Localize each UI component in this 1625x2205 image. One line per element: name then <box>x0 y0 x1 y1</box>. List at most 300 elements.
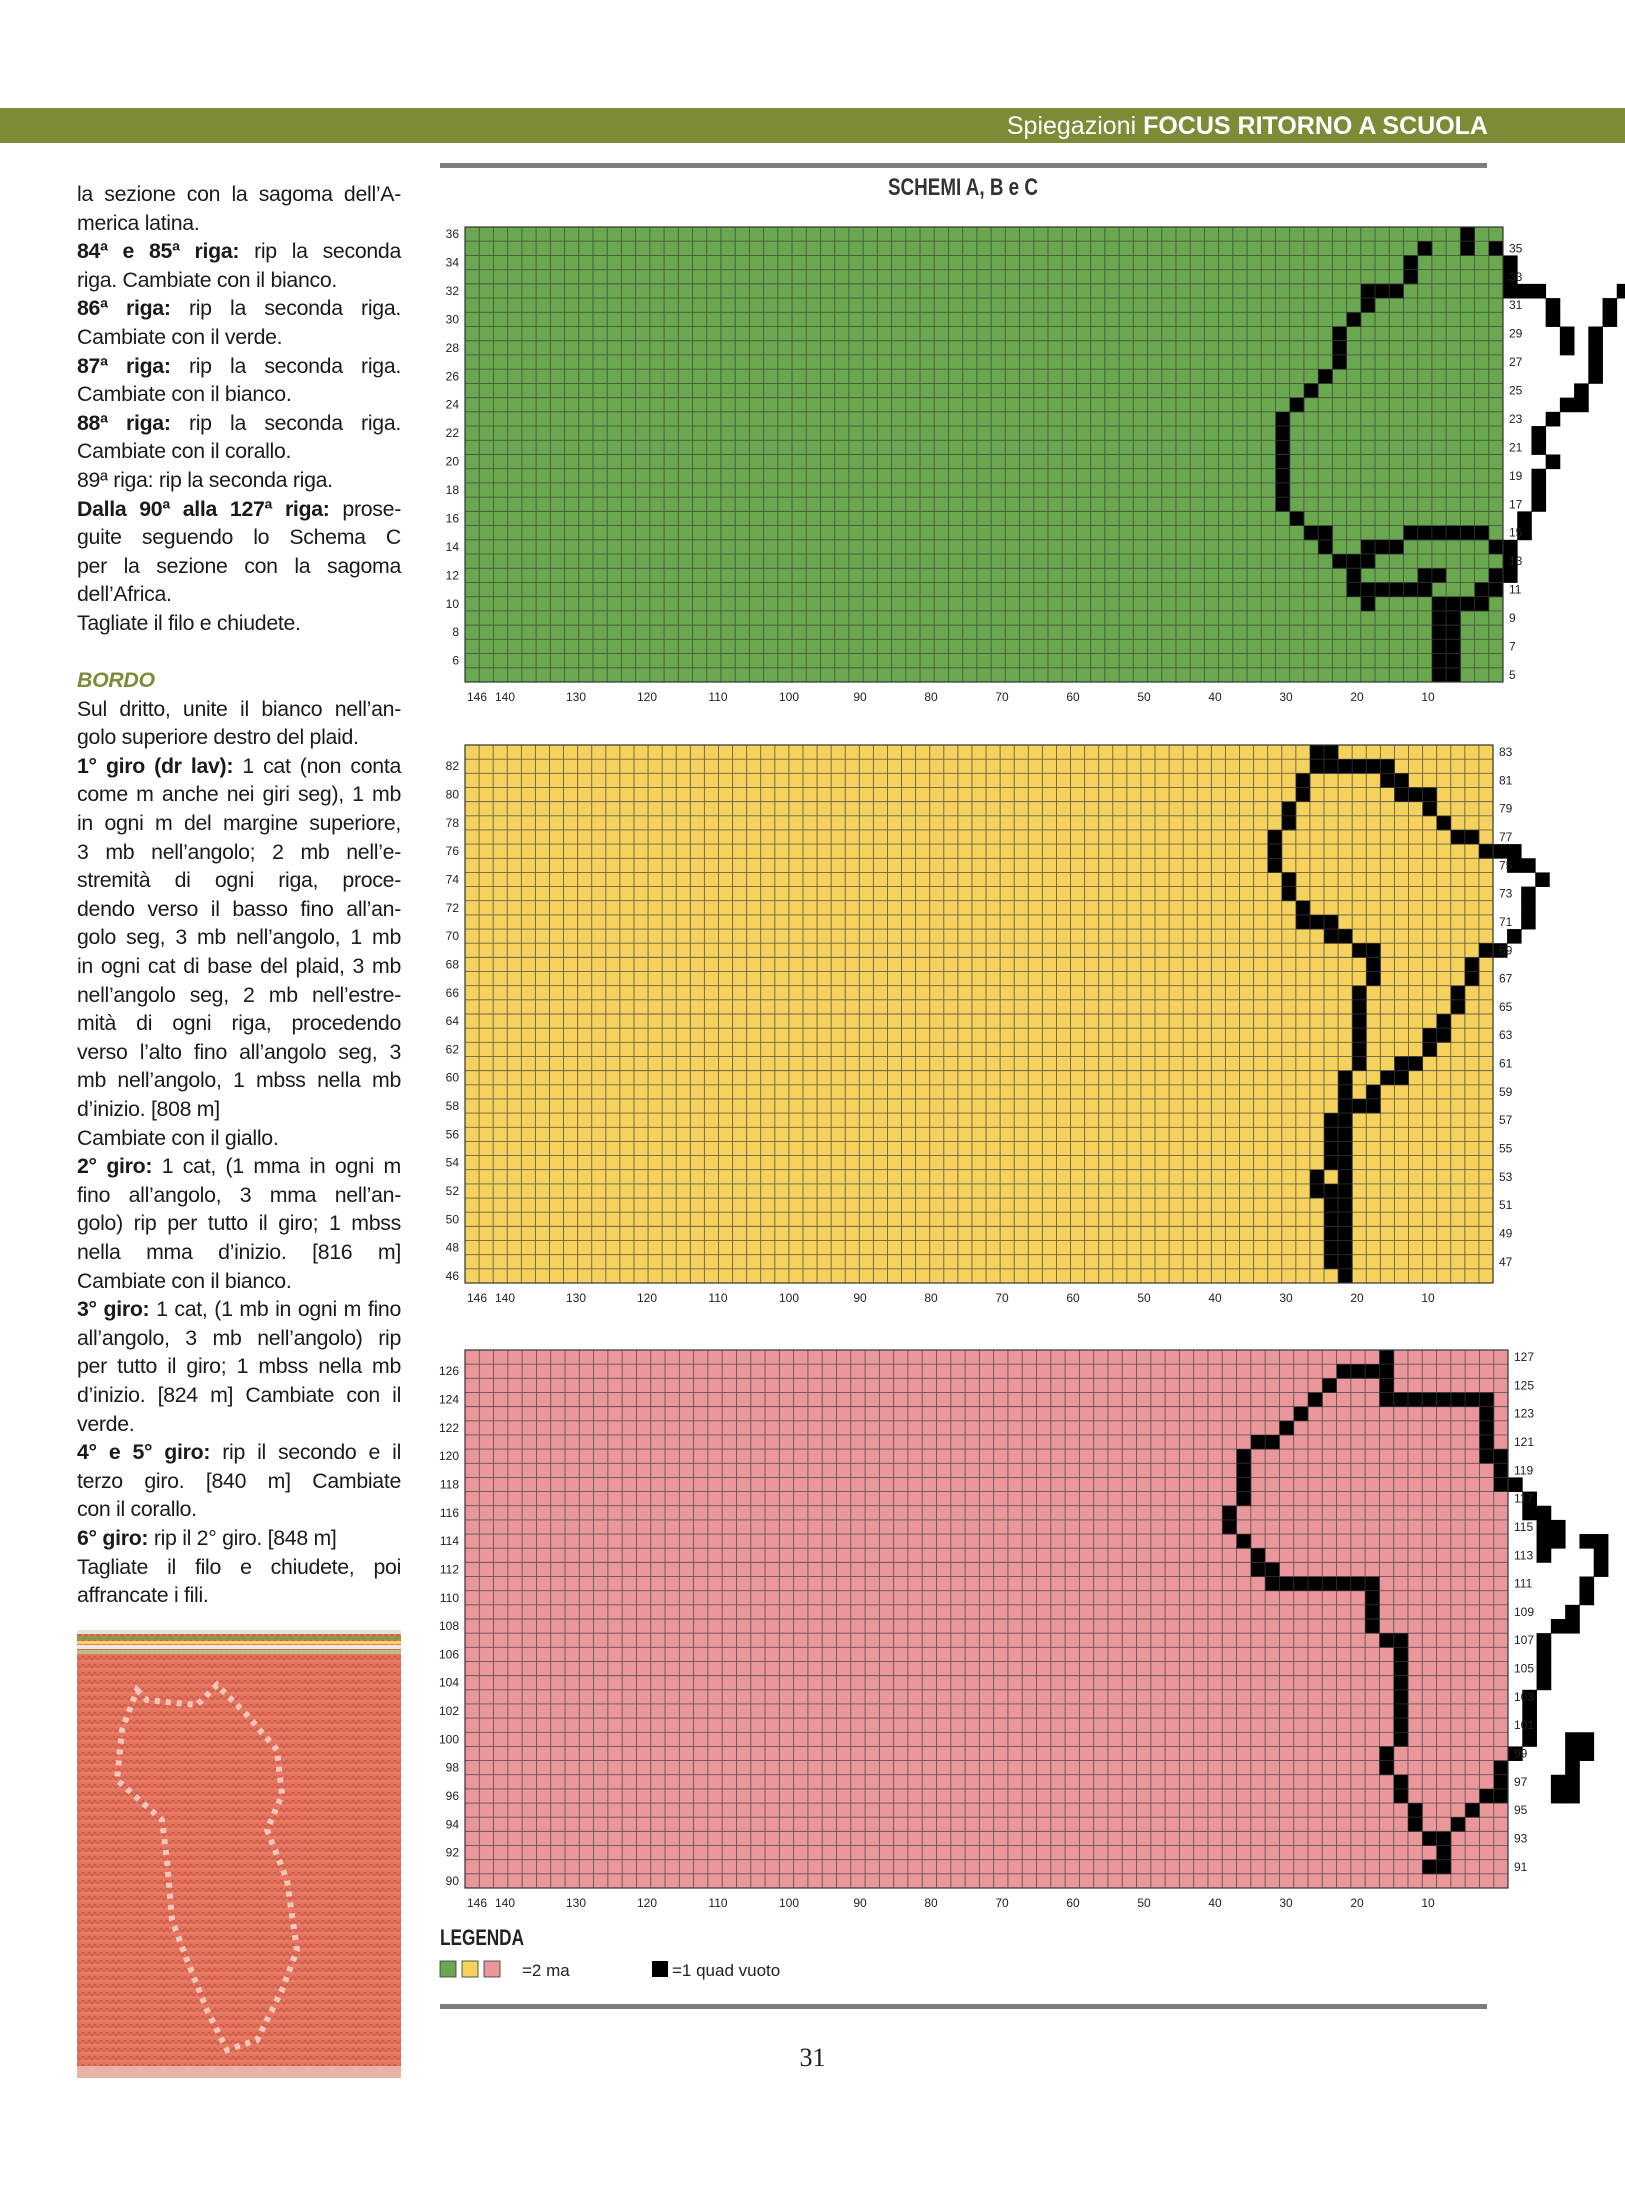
chart-B-empty-square <box>1338 1170 1352 1185</box>
chart-A-empty-square <box>1588 327 1603 342</box>
text-run: mità di ogni riga, procedendo <box>77 1011 401 1036</box>
chart-A-row-label-left: 28 <box>445 340 459 355</box>
chart-C-empty-square <box>1337 1577 1352 1592</box>
chart-B-empty-square <box>1352 1014 1366 1029</box>
text-run: golo superiore destro del plaid. <box>77 725 359 750</box>
chart-B-empty-square <box>1310 759 1324 774</box>
text-run: 89ª riga: rip la seconda riga. <box>77 467 333 492</box>
chart-A-empty-square <box>1560 398 1575 413</box>
chart-C-empty-square <box>1551 1775 1566 1790</box>
chart-C-row-label-right: 127 <box>1514 1350 1535 1365</box>
chart-C-row-label-left: 94 <box>445 1817 459 1832</box>
chart-C-empty-square <box>1365 1591 1380 1606</box>
chart-C-row-label-left: 108 <box>438 1619 459 1634</box>
chart-C-empty-square <box>1494 1449 1509 1464</box>
text-line <box>77 237 401 266</box>
chart-B-empty-square <box>1282 802 1296 817</box>
chart-C-empty-square <box>1494 1477 1509 1492</box>
text-line <box>77 323 401 352</box>
chart-A-x-label: 70 <box>995 690 1009 704</box>
chart-B-empty-square <box>1521 887 1535 902</box>
chart-C-empty-square <box>1237 1449 1252 1464</box>
chart-B-empty-square <box>1521 901 1535 916</box>
text-bold-run: 6° giro: <box>77 1525 149 1550</box>
chart-A-empty-square <box>1446 611 1461 626</box>
text-line <box>77 866 401 895</box>
text-line <box>77 838 401 867</box>
chart-B-empty-square <box>1352 1099 1366 1114</box>
chart-B-x-label: 60 <box>1066 1291 1080 1305</box>
chart-B-x-label: 50 <box>1137 1291 1151 1305</box>
chart-A-row-label-left: 36 <box>445 227 459 242</box>
chart-C-empty-square <box>1351 1364 1366 1379</box>
text-run: d’inizio. [808 m] <box>77 1097 220 1121</box>
instructions-text-column <box>77 180 401 1610</box>
chart-C-x-label: 40 <box>1208 1896 1222 1910</box>
chart-B-x-label: 40 <box>1208 1291 1222 1305</box>
chart-B-empty-square <box>1324 759 1338 774</box>
chart-A-row-label-right: 33 <box>1509 269 1523 284</box>
chart-A-row-label-right: 13 <box>1509 554 1523 569</box>
chart-C-empty-square <box>1437 1860 1452 1875</box>
chart-C-empty-square <box>1494 1761 1509 1776</box>
chart-C-empty-square <box>1379 1350 1394 1365</box>
chart-A-empty-square <box>1531 426 1546 441</box>
chart-B-empty-square <box>1507 844 1521 859</box>
chart-C-x-label: 70 <box>995 1896 1009 1910</box>
chart-B-row-label-right: 79 <box>1499 801 1513 816</box>
chart-A-empty-square <box>1503 540 1518 555</box>
chart-B-empty-square <box>1268 844 1282 859</box>
chart-B-row-label-left: 50 <box>445 1212 459 1227</box>
chart-C-empty-square <box>1222 1506 1237 1521</box>
text-line <box>77 752 401 781</box>
chart-C-x-label: 10 <box>1421 1896 1435 1910</box>
text-run: rip la seconda riga. <box>170 353 401 378</box>
text-line <box>77 437 401 466</box>
chart-B-empty-square <box>1296 773 1310 788</box>
chart-C-empty-square <box>1465 1392 1480 1407</box>
chart-A-row-label-right: 17 <box>1509 497 1523 512</box>
chart-C-row-label-right: 117 <box>1514 1491 1534 1506</box>
chart-C-x-label: 130 <box>565 1896 587 1910</box>
chart-A-empty-square <box>1432 625 1447 640</box>
chart-B-row-label-left: 82 <box>445 759 459 774</box>
chart-A-empty-square <box>1446 625 1461 640</box>
chart-B-empty-square <box>1310 1184 1324 1199</box>
chart-A-x-label: 20 <box>1350 690 1364 704</box>
text-line <box>77 1495 401 1524</box>
chart-A-row-label-right: 31 <box>1509 298 1523 313</box>
legend-swatch <box>462 1961 478 1977</box>
chart-C-row-label-left: 126 <box>438 1364 459 1379</box>
chart-B-empty-square <box>1338 1071 1352 1086</box>
chart-B-row-label-right: 57 <box>1499 1113 1513 1128</box>
chart-B-empty-square <box>1310 1170 1324 1185</box>
chart-A-x-label: 50 <box>1137 690 1151 704</box>
chart-C-x-label: 110 <box>708 1896 728 1910</box>
text-bold-run: 3° giro: <box>77 1297 150 1322</box>
chart-C-empty-square <box>1437 1392 1452 1407</box>
chart-A-empty-square <box>1560 327 1575 342</box>
chart-A-empty-square <box>1432 611 1447 626</box>
chart-C-empty-square <box>1479 1421 1494 1436</box>
chart-B-x-label: 100 <box>778 1291 800 1305</box>
chart-A-empty-square <box>1446 639 1461 654</box>
section-heading: BORDO <box>77 668 155 693</box>
chart-B-row-label-left: 70 <box>445 929 459 944</box>
chart-C-empty-square <box>1451 1392 1466 1407</box>
chart-B-empty-square <box>1338 759 1352 774</box>
chart-B-empty-square <box>1451 1000 1465 1015</box>
chart-C-empty-square <box>1365 1619 1380 1634</box>
chart-A-empty-square <box>1275 440 1290 455</box>
text-run: guite seguendo lo Schema C <box>77 525 401 550</box>
chart-B-row-label-left: 68 <box>445 957 459 972</box>
chart-A-empty-square <box>1503 255 1518 270</box>
chart-C-row-label-right: 123 <box>1514 1406 1535 1421</box>
chart-A-empty-square <box>1489 241 1504 256</box>
text-line <box>77 1209 401 1238</box>
chart-B-row-label-left: 54 <box>445 1155 459 1170</box>
chart-B-empty-square <box>1423 802 1437 817</box>
text-run: dell’Africa. <box>77 582 172 607</box>
chart-A-empty-square <box>1503 284 1518 299</box>
chart-A-row-label-left: 20 <box>445 454 459 469</box>
text-run: 1 cat, (1 mb in ogni m fino <box>149 1297 402 1322</box>
chart-A-row-label-left: 12 <box>445 568 459 583</box>
chart-C-empty-square <box>1565 1789 1580 1804</box>
chart-A-empty-square <box>1361 540 1376 555</box>
chart-C-empty-square <box>1237 1463 1252 1478</box>
text-line <box>77 923 401 952</box>
chart-C-row-label-right: 101 <box>1514 1718 1535 1733</box>
text-line <box>77 1038 401 1067</box>
chart-A-empty-square <box>1418 241 1433 256</box>
chart-C-x-label: 146 <box>466 1896 488 1910</box>
chart-A-x-label: 140 <box>494 690 516 704</box>
text-line <box>77 380 401 409</box>
chart-C-row-label-left: 116 <box>439 1505 459 1520</box>
chart-C-row-label-left: 110 <box>439 1590 459 1605</box>
chart-C-empty-square <box>1422 1831 1437 1846</box>
chart-C-x-label: 20 <box>1350 1896 1364 1910</box>
chart-C-empty-square <box>1537 1661 1552 1676</box>
text-run: verso l’alto fino all’angolo seg, 3 <box>77 1039 401 1064</box>
text-bold-run: 87ª riga: <box>77 353 171 378</box>
chart-C-empty-square <box>1437 1831 1452 1846</box>
chart-C-empty-square <box>1379 1633 1394 1648</box>
chart-C-empty-square <box>1394 1676 1409 1691</box>
chart-A-empty-square <box>1332 341 1347 356</box>
chart-B-empty-square <box>1535 872 1549 887</box>
chart-C-row-label-right: 125 <box>1514 1378 1535 1393</box>
chart-B-empty-square <box>1338 1113 1352 1128</box>
chart-B-row-label-right: 61 <box>1499 1056 1513 1071</box>
chart-B-empty-square <box>1338 1241 1352 1256</box>
chart-C-empty-square <box>1251 1562 1266 1577</box>
chart-A-empty-square <box>1290 511 1305 526</box>
chart-A-empty-square <box>1460 241 1475 256</box>
chart-C-empty-square <box>1394 1647 1409 1662</box>
chart-C-empty-square <box>1422 1860 1437 1875</box>
chart-B-x-label: 90 <box>853 1291 867 1305</box>
chart-B-empty-square <box>1465 957 1479 972</box>
chart-C-empty-square <box>1379 1761 1394 1776</box>
chart-C-empty-square <box>1294 1407 1309 1422</box>
chart-C-empty-square <box>1565 1619 1580 1634</box>
chart-C-empty-square <box>1394 1633 1409 1648</box>
chart-C-empty-square <box>1251 1548 1266 1563</box>
chart-B-empty-square <box>1324 915 1338 930</box>
text-line <box>77 1352 401 1381</box>
chart-B-empty-square <box>1324 1141 1338 1156</box>
header-main-title: FOCUS RITORNO A SCUOLA <box>1143 112 1488 140</box>
text-line <box>77 294 401 323</box>
text-run: golo seg, 3 mb nell’angolo, 1 mb <box>77 925 401 950</box>
chart-A-empty-square <box>1531 483 1546 498</box>
text-run: Sul dritto, unite il bianco nell’an- <box>77 696 401 721</box>
text-line <box>77 466 401 495</box>
chart-B-empty-square <box>1268 830 1282 845</box>
chart-B-row-label-right: 63 <box>1499 1028 1513 1043</box>
chart-A-row-label-left: 16 <box>445 511 459 526</box>
header-prefix: Spiegazioni <box>1006 112 1137 140</box>
chart-C-empty-square <box>1479 1449 1494 1464</box>
text-run: per la sezione con la sagoma <box>77 553 401 578</box>
text-run: con il corallo. <box>77 1497 197 1522</box>
chart-A-empty-square <box>1432 568 1447 583</box>
chart-A-x-label: 30 <box>1279 690 1293 704</box>
text-line <box>77 1381 401 1410</box>
chart-B-row-label-left: 46 <box>445 1268 459 1283</box>
chart-B-empty-square <box>1521 858 1535 873</box>
chart-C-row-label-right: 115 <box>1514 1519 1534 1534</box>
text-run: rip la seconda riga. <box>170 410 401 435</box>
chart-B-empty-square <box>1366 759 1380 774</box>
text-bold-run: 2° giro: <box>77 1154 153 1179</box>
chart-C-empty-square <box>1565 1605 1580 1620</box>
chart-C-row-label-left: 90 <box>445 1873 459 1888</box>
chart-C-empty-square <box>1237 1477 1252 1492</box>
chart-C-row-label-left: 118 <box>439 1477 459 1492</box>
text-line <box>77 1553 401 1582</box>
text-bold-run: 4° e 5° giro: <box>77 1440 211 1465</box>
chart-C-x-label: 80 <box>924 1896 938 1910</box>
chart-A-empty-square <box>1403 582 1418 597</box>
chart-C-empty-square <box>1394 1704 1409 1719</box>
chart-B-row-label-right: 49 <box>1499 1226 1513 1241</box>
chart-A-empty-square <box>1347 568 1362 583</box>
text-run: 1 cat (non conta <box>233 753 402 778</box>
chart-B-empty-square <box>1366 957 1380 972</box>
chart-A-empty-square <box>1347 312 1362 327</box>
chart-C-empty-square <box>1537 1506 1552 1521</box>
chart-C-x-label: 140 <box>494 1896 516 1910</box>
text-bold-run: 86ª riga: <box>77 296 171 321</box>
legend-swatch <box>440 1961 456 1977</box>
text-line <box>77 1152 401 1181</box>
chart-C-empty-square <box>1579 1746 1594 1761</box>
chart-C-empty-square <box>1279 1421 1294 1436</box>
text-line <box>77 895 401 924</box>
chart-B-empty-square <box>1352 1000 1366 1015</box>
chart-C-empty-square <box>1537 1633 1552 1648</box>
legend-label-filled: =2 ma <box>522 1961 570 1980</box>
chart-C-empty-square <box>1379 1392 1394 1407</box>
text-run: stremità di ogni riga, proce- <box>77 868 401 893</box>
chart-C-row-label-left: 120 <box>438 1449 459 1464</box>
legend-label-empty: =1 quad vuoto <box>672 1961 781 1980</box>
chart-B-empty-square <box>1394 1071 1408 1086</box>
chart-C-row-label-right: 113 <box>1514 1548 1534 1563</box>
chart-C-row-label-right: 109 <box>1514 1604 1535 1619</box>
chart-A-empty-square <box>1531 440 1546 455</box>
top-rule <box>440 163 1487 168</box>
text-line <box>77 780 401 809</box>
chart-A-empty-square <box>1389 582 1404 597</box>
chart-B-empty-square <box>1282 887 1296 902</box>
chart-C-empty-square <box>1394 1789 1409 1804</box>
chart-A-x-label: 90 <box>853 690 867 704</box>
chart-B-empty-square <box>1338 1184 1352 1199</box>
chart-C-empty-square <box>1437 1846 1452 1861</box>
chart-B-row-label-left: 74 <box>445 872 459 887</box>
chart-C-empty-square <box>1594 1534 1609 1549</box>
text-run: in ogni m del margine superiore, <box>77 811 401 836</box>
chart-C-empty-square <box>1294 1577 1309 1592</box>
chart-A-empty-square <box>1418 526 1433 541</box>
chart-B-row-label-right: 53 <box>1499 1169 1513 1184</box>
chart-B-empty-square <box>1394 773 1408 788</box>
chart-C-row-label-right: 93 <box>1514 1831 1528 1846</box>
text-line <box>77 609 401 638</box>
chart-A-row-label-right: 27 <box>1509 355 1523 370</box>
text-line <box>77 352 401 381</box>
chart-C-empty-square <box>1422 1392 1437 1407</box>
chart-B-empty-square <box>1423 787 1437 802</box>
chart-B-empty-square <box>1380 1071 1394 1086</box>
text-line <box>77 523 401 552</box>
chart-A-empty-square <box>1617 284 1625 299</box>
chart-A-empty-square <box>1432 639 1447 654</box>
chart-C-empty-square <box>1522 1704 1537 1719</box>
chart-B-empty-square <box>1479 844 1493 859</box>
chart-A-empty-square <box>1517 284 1532 299</box>
chart-C-empty-square <box>1237 1492 1252 1507</box>
chart-A-empty-square <box>1574 398 1589 413</box>
chart-C-empty-square <box>1265 1577 1280 1592</box>
text-run: fino all’angolo, 3 mma nell’an- <box>77 1182 401 1207</box>
chart-A-empty-square <box>1546 312 1561 327</box>
chart-C-empty-square <box>1479 1407 1494 1422</box>
chart-B-row-label-left: 56 <box>445 1127 459 1142</box>
chart-C-empty-square <box>1579 1732 1594 1747</box>
chart-B-empty-square <box>1451 986 1465 1001</box>
chart-C-empty-square <box>1579 1591 1594 1606</box>
text-run: per tutto il giro; 1 mbss nella mb <box>77 1354 401 1379</box>
chart-C-row-label-right: 107 <box>1514 1633 1535 1648</box>
chart-C-empty-square <box>1465 1803 1480 1818</box>
crochet-sample-photo <box>77 1630 401 2078</box>
text-run: Cambiate con il corallo. <box>77 439 292 464</box>
chart-B-empty-square <box>1437 1028 1451 1043</box>
chart-A-row-label-right: 23 <box>1509 411 1523 426</box>
chart-B-empty-square <box>1338 1156 1352 1171</box>
chart-B-empty-square <box>1352 1028 1366 1043</box>
chart-A-empty-square <box>1318 369 1333 384</box>
chart-C-empty-square <box>1537 1534 1552 1549</box>
text-line <box>77 1581 401 1610</box>
chart-C-empty-square <box>1394 1775 1409 1790</box>
text-run: affrancate i fili. <box>77 1583 209 1608</box>
chart-A-empty-square <box>1432 526 1447 541</box>
chart-C-empty-square <box>1551 1520 1566 1535</box>
chart-C-row-label-right: 95 <box>1514 1803 1528 1818</box>
text-line <box>77 723 401 752</box>
chart-B-x-label: 20 <box>1350 1291 1364 1305</box>
chart-B-row-label-right: 83 <box>1499 745 1513 760</box>
chart-A-empty-square <box>1489 568 1504 583</box>
chart-B-row-label-right: 69 <box>1499 943 1513 958</box>
legend-title: LEGENDA <box>440 1925 525 1950</box>
chart-A-empty-square <box>1503 568 1518 583</box>
chart-A-empty-square <box>1546 412 1561 427</box>
chart-B-row-label-right: 81 <box>1499 773 1513 788</box>
chart-C-row-label-right: 97 <box>1514 1774 1528 1789</box>
text-run: verde. <box>77 1411 135 1436</box>
chart-A-empty-square <box>1432 654 1447 669</box>
chart-B-empty-square <box>1324 1127 1338 1142</box>
chart-C-empty-square <box>1222 1520 1237 1535</box>
chart-B-empty-square <box>1324 1255 1338 1270</box>
chart-A-row-label-left: 30 <box>445 312 459 327</box>
chart-A-empty-square <box>1603 298 1618 313</box>
chart-B-empty-square <box>1366 1099 1380 1114</box>
chart-C-row-label-right: 105 <box>1514 1661 1535 1676</box>
chart-B-row-label-left: 64 <box>445 1014 459 1029</box>
chart-C-empty-square <box>1265 1562 1280 1577</box>
text-line <box>77 409 401 438</box>
chart-A-empty-square <box>1361 597 1376 612</box>
text-run: in ogni cat di base del plaid, 3 mb <box>77 954 401 979</box>
chart-C-empty-square <box>1551 1789 1566 1804</box>
text-run: 3 mb nell’angolo; 2 mb nell’e- <box>77 839 401 864</box>
chart-A-row-label-right: 21 <box>1509 440 1523 455</box>
chart-C-empty-square <box>1379 1364 1394 1379</box>
chart-A-empty-square <box>1446 654 1461 669</box>
chart-B-empty-square <box>1324 1241 1338 1256</box>
chart-C-empty-square <box>1594 1548 1609 1563</box>
chart-C-x-label: 50 <box>1137 1896 1151 1910</box>
chart-C-empty-square <box>1265 1435 1280 1450</box>
chart-B-empty-square <box>1324 929 1338 944</box>
text-line <box>77 552 401 581</box>
page-number: 31 <box>799 2043 826 2072</box>
chart-C-empty-square <box>1522 1506 1537 1521</box>
chart-B-x-label: 10 <box>1421 1291 1435 1305</box>
chart-C-empty-square <box>1565 1746 1580 1761</box>
chart-C-empty-square <box>1537 1520 1552 1535</box>
chart-B-row-label-right: 59 <box>1499 1084 1513 1099</box>
chart-C-empty-square <box>1494 1775 1509 1790</box>
text-run: d’inizio. [824 m] Cambiate con il <box>77 1382 401 1407</box>
chart-C-row-label-left: 122 <box>438 1420 459 1435</box>
chart-A-x-label: 10 <box>1421 690 1435 704</box>
chart-C-empty-square <box>1408 1817 1423 1832</box>
chart-A-empty-square <box>1361 554 1376 569</box>
chart-A-empty-square <box>1275 497 1290 512</box>
